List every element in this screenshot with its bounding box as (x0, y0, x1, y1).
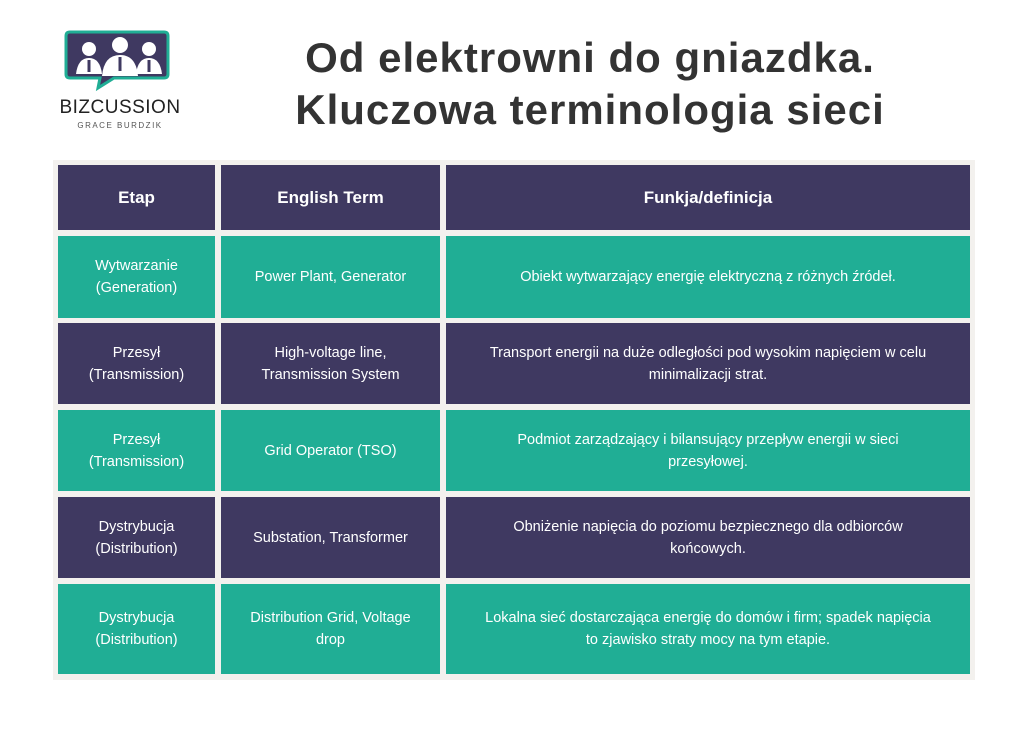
cell-line: Dystrybucja (98, 518, 175, 535)
cell-line: przesyłowej. (668, 453, 748, 470)
cell-line: Dystrybucja (98, 610, 175, 626)
cell-text (255, 266, 407, 288)
table-cell-term (221, 410, 440, 491)
cell-line: Distribution Grid, Voltage (250, 610, 411, 626)
cell-text (250, 607, 410, 651)
table-cell-term (221, 497, 440, 578)
cell-text (261, 342, 399, 386)
table-cell-def (446, 584, 970, 674)
cell-text (89, 342, 184, 386)
table-cell-def (446, 236, 970, 318)
cell-text (490, 342, 926, 386)
cell-line: (Transmission) (88, 453, 185, 470)
table-cell-term (221, 584, 440, 674)
cell-line: Obniżenie napięcia do poziomu bezpiecznego dla odbiorców (513, 518, 903, 535)
table-cell-def (446, 410, 970, 491)
table-cell-stage (58, 323, 215, 404)
cell-line: Power Plant, Generator (254, 269, 407, 285)
table-cell-stage (58, 497, 215, 578)
table-header-def: Funkja/definicja (446, 165, 970, 230)
cell-text (95, 516, 177, 560)
table-cell-def (446, 323, 970, 404)
cell-line: Transmission System (261, 366, 400, 383)
cell-text (95, 255, 178, 299)
cell-line: Substation, Transformer (253, 529, 408, 546)
cell-text (264, 440, 396, 462)
cell-text (485, 607, 931, 651)
cell-line: (Distribution) (95, 632, 178, 648)
table-cell-term (221, 323, 440, 404)
cell-text (89, 429, 184, 473)
brand-name: BIZCUSSION (59, 97, 181, 118)
cell-text (253, 527, 408, 549)
cell-line: to zjawisko straty mocy na tym etapie. (585, 632, 831, 648)
cell-text (517, 429, 898, 473)
brand-subtitle: GRACE BURDZIK (77, 121, 163, 130)
table-cell-stage (58, 584, 215, 674)
cell-line: (Distribution) (95, 540, 178, 557)
cell-line: Podmiot zarządzający i bilansujący przepływ energii w sieci (517, 431, 899, 448)
cell-line: (Generation) (95, 280, 178, 296)
cell-line: (Transmission) (88, 366, 185, 383)
cell-line: Obiekt wytwarzający energię elektryczną z różnych źródeł. (520, 269, 896, 285)
terminology-table (53, 160, 975, 680)
title-line: Kluczowa terminologia sieci (295, 86, 885, 133)
cell-line: Wytwarzanie (95, 258, 178, 274)
cell-line: Przesył (112, 431, 161, 448)
table-header-stage: Etap (58, 165, 215, 230)
cell-line: Grid Operator (TSO) (264, 442, 397, 459)
cell-line: High-voltage line, (274, 344, 387, 361)
table-header-term: English Term (221, 165, 440, 230)
cell-line: minimalizacji strat. (648, 366, 768, 383)
cell-line: końcowych. (670, 540, 746, 557)
cell-text (95, 607, 177, 651)
cell-line: Przesył (112, 344, 161, 361)
table-cell-stage (58, 410, 215, 491)
cell-text (520, 266, 896, 288)
table-cell-term (221, 236, 440, 318)
cell-line: drop (315, 632, 345, 648)
title-line: Od elektrowni do gniazdka. (305, 34, 875, 81)
cell-line: Transport energii na duże odległości pod wysokim napięciem w celu (489, 344, 927, 361)
table-cell-def (446, 497, 970, 578)
table-cell-stage (58, 236, 215, 318)
cell-line: Lokalna sieć dostarczająca energię do domów i firm; spadek napięcia (485, 610, 931, 626)
page-title (220, 32, 960, 136)
cell-text (513, 516, 902, 560)
